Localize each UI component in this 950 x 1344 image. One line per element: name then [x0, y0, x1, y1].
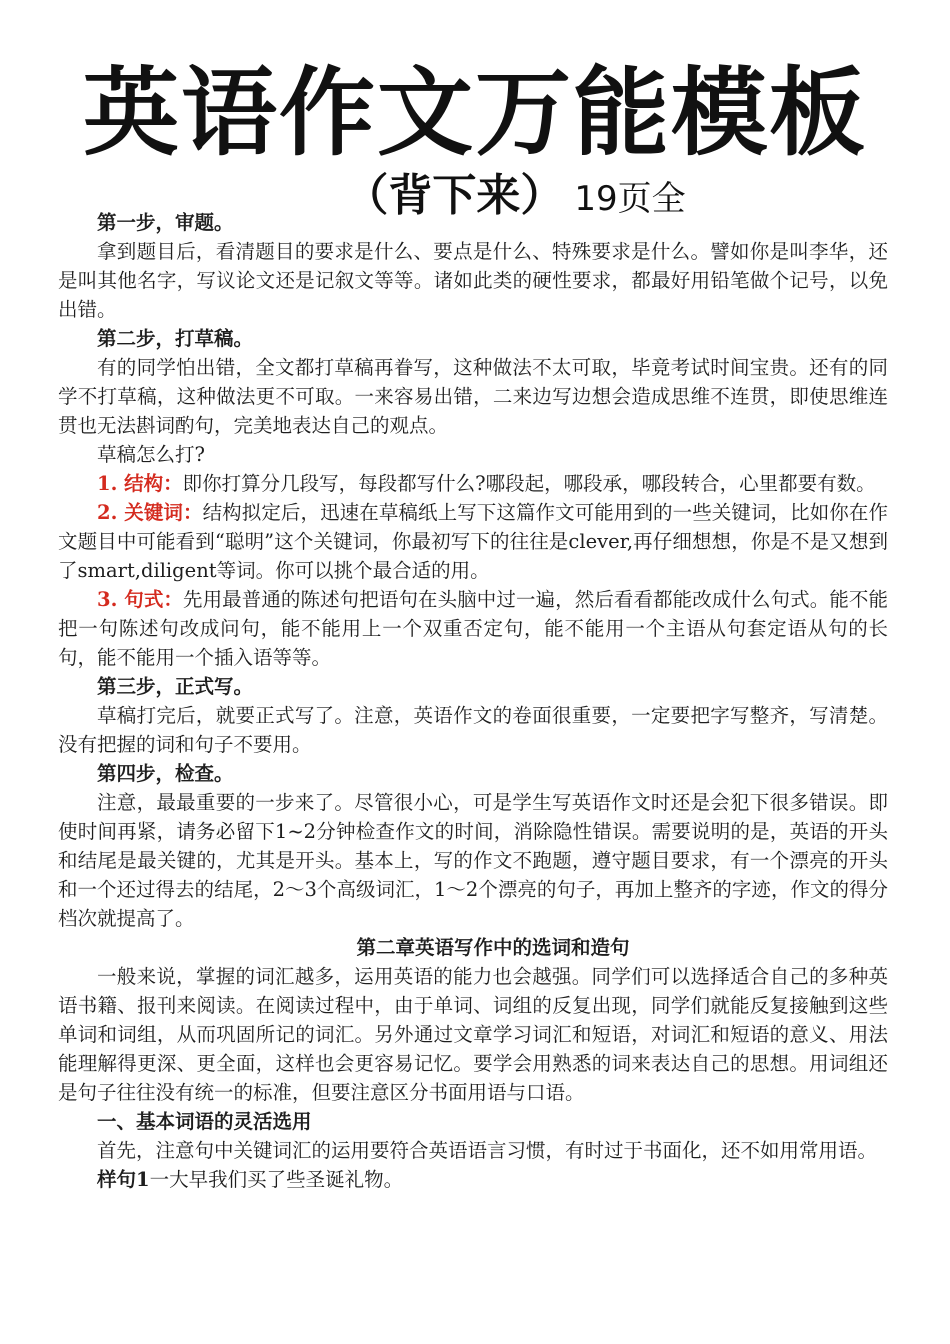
example-sentence	[58, 1165, 888, 1194]
section-heading: 一、基本词语的灵活选用	[97, 1110, 312, 1133]
example-text: 一大早我们买了些圣诞礼物。	[149, 1168, 404, 1191]
step3-heading: 第三步，正式写。	[97, 675, 254, 698]
section-paragraph: 首先，注意句中关键词汇的运用要符合英语语言习惯，有时过于书面化，还不如用常用语。	[97, 1139, 878, 1162]
point-label: 1. 结构：	[97, 472, 183, 495]
document-subtitle: （背下来）	[344, 170, 565, 221]
point-text: 即你打算分几段写，每段都写什么?哪段起，哪段承，哪段转合，心里都要有数。	[182, 472, 876, 495]
example-label: 样句1	[97, 1168, 150, 1191]
step1-heading: 第一步，审题。	[97, 211, 234, 234]
draft-question: 草稿怎么打?	[97, 443, 205, 466]
step3-paragraph: 草稿打完后，就要正式写了。注意，英语作文的卷面很重要，一定要把字写整齐，写清楚。没有把握的词和句子不要用。	[58, 704, 888, 756]
step2-heading: 第二步，打草稿。	[97, 327, 254, 350]
point-text: 结构拟定后，迅速在草稿纸上写下这篇作文可能用到的一些关键词，比如你在作文题目中可能看到“聪明”这个关键词，你最初写下的往往是clever,再仔细想想，你是不是又想到了smart,diligent等词。你可以挑个最合适的用。	[58, 501, 888, 582]
point-label: 3. 句式：	[97, 588, 183, 611]
page-count-note: 19页全	[574, 179, 686, 219]
draft-point-structure	[58, 469, 888, 498]
draft-point-keywords	[58, 498, 888, 585]
document-title: 英语作文万能模板	[83, 57, 867, 169]
point-text: 先用最普通的陈述句把语句在头脑中过一遍，然后看看都能改成什么句式。能不能把一句陈述句改成问句，能不能用上一个双重否定句，能不能用一个主语从句套定语从句的长句，能不能用一个插入语等等。	[58, 588, 888, 669]
step4-paragraph: 注意，最最重要的一步来了。尽管很小心，可是学生写英语作文时还是会犯下很多错误。即使时间再紧，请务必留下1~2分钟检查作文的时间，消除隐性错误。需要说明的是，英语的开头和结尾是最关键的，尤其是开头。基本上，写的作文不跑题，遵守题目要求，有一个漂亮的开头和一个还过得去的结尾，2～3个高级词汇，1～2个漂亮的句子，再加上整齐的字迹，作文的得分档次就提高了。	[58, 791, 888, 930]
step2-paragraph: 有的同学怕出错，全文都打草稿再眷写，这种做法不太可取，毕竟考试时间宝贵。还有的同学不打草稿，这种做法更不可取。一来容易出错，二来边写边想会造成思维不连贯，即使思维连贯也无法斟词酌句，完美地表达自己的观点。	[58, 356, 888, 437]
point-label: 2. 关键词：	[97, 501, 203, 524]
draft-point-sentence	[58, 585, 888, 672]
chapter-title: 第二章英语写作中的选词和造句	[356, 936, 630, 959]
step4-heading: 第四步，检查。	[97, 762, 234, 785]
chapter-intro-paragraph: 一般来说，掌握的词汇越多，运用英语的能力也会越强。同学们可以选择适合自己的多种英语书籍、报刊来阅读。在阅读过程中，由于单词、词组的反复出现，同学们就能反复接触到这些单词和词组，从而巩固所记的词汇。另外通过文章学习词汇和短语，对词汇和短语的意义、用法能理解得更深、更全面，这样也会更容易记忆。要学会用熟悉的词来表达自己的思想。用词组还是句子往往没有统一的标准，但要注意区分书面用语与口语。	[58, 965, 888, 1104]
document-body	[58, 208, 888, 1194]
step1-paragraph: 拿到题目后，看清题目的要求是什么、要点是什么、特殊要求是什么。譬如你是叫李华，还是叫其他名字，写议论文还是记叙文等等。诸如此类的硬性要求，都最好用铅笔做个记号，以免出错。	[58, 240, 888, 321]
